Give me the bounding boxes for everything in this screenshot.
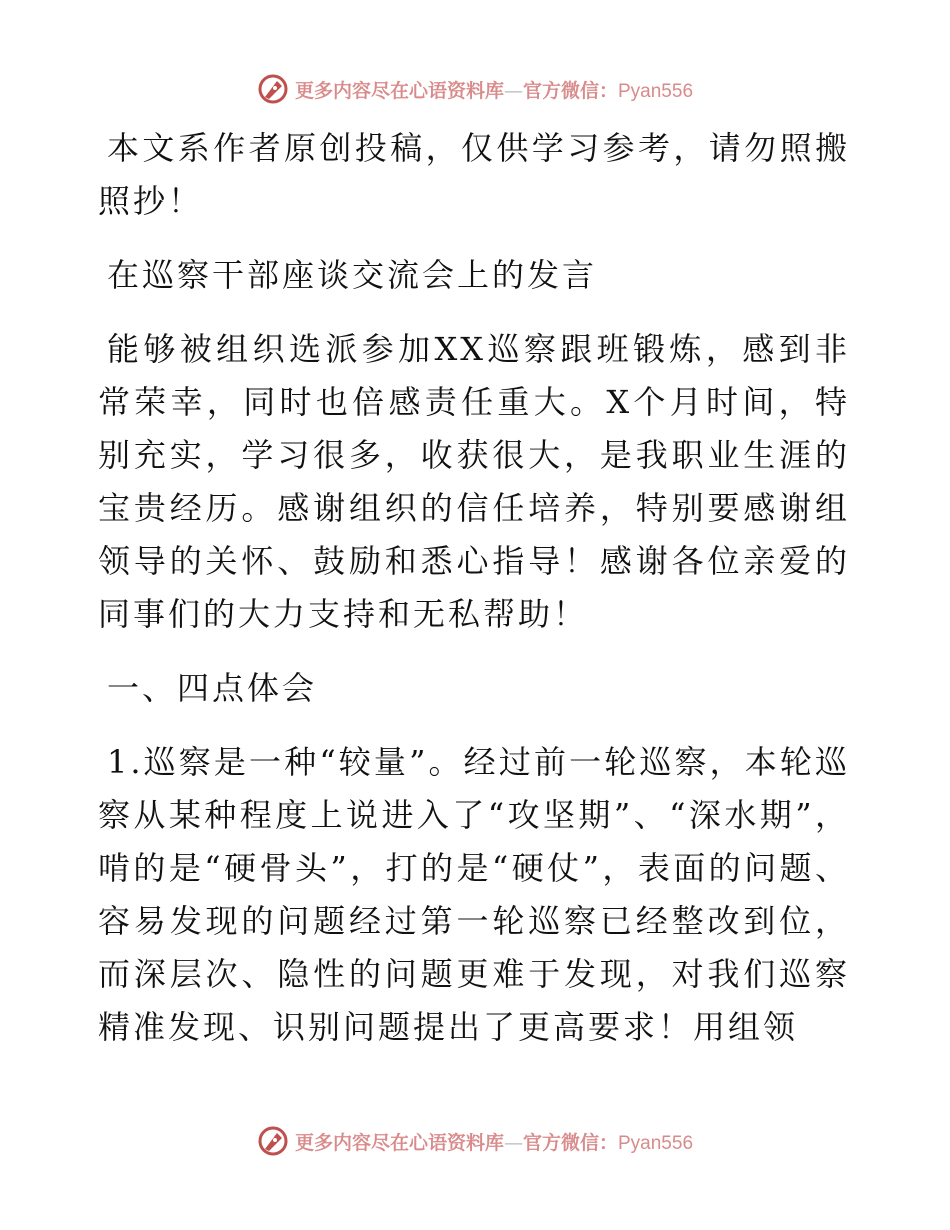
header-watermark (0, 72, 950, 106)
watermark-text: 更多内容尽在心语资料库—官方微信：Pyan556 (294, 79, 694, 102)
watermark-text: 更多内容尽在心语资料库—官方微信：Pyan556 (294, 1131, 694, 1154)
disclaimer-paragraph: 本文系作者原创投稿，仅供学习参考，请勿照搬照抄！ (98, 129, 850, 220)
pen-nib-circle-icon (257, 1125, 289, 1157)
point-one-paragraph: 1.巡察是一种“较量”。经过前一轮巡察，本轮巡察从某种程度上说进入了“攻坚期”、“深水期”，啃的是“硬骨头”，打的是“硬仗”，表面的问题、容易发现的问题经过第一轮巡察已经整改到位，而深层次、隐性的问题更难于发现，对我们巡察精准发现、识别问题提出了更高要求！用组领 (98, 743, 850, 1046)
document-body (98, 122, 850, 1075)
speech-title: 在巡察干部座谈交流会上的发言 (107, 256, 598, 294)
pen-nib-circle-icon (257, 73, 289, 105)
section-heading: 一、四点体会 (107, 669, 318, 707)
intro-paragraph: 能够被组织选派参加XX巡察跟班锻炼，感到非常荣幸，同时也倍感责任重大。X个月时间，特别充实，学习很多，收获很大，是我职业生涯的宝贵经历。感谢组织的信任培养，特别要感谢组领导的关怀、鼓励和悉心指导！感谢各位亲爱的同事们的大力支持和无私帮助！ (98, 330, 850, 633)
footer-watermark (0, 1124, 950, 1158)
